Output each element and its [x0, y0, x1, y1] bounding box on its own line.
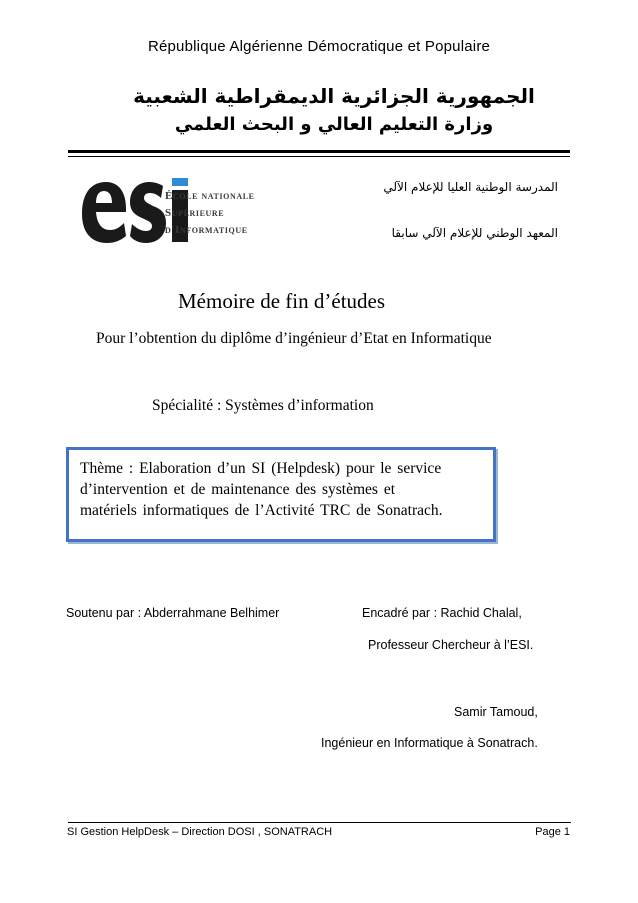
co-supervisor-role: Ingénieur en Informatique à Sonatrach. — [321, 736, 538, 750]
speciality-line: Spécialité : Systèmes d’information — [152, 397, 374, 414]
degree-line: Pour l’obtention du diplôme d’ingénieur d’Etat en Informatique — [96, 330, 492, 347]
co-supervisor: Samir Tamoud, — [454, 705, 538, 719]
document-title: Mémoire de fin d’études — [178, 289, 386, 313]
header-divider-thin — [68, 156, 570, 157]
theme-line-2: d’intervention et de maintenance des systèmes et — [80, 481, 396, 498]
footer-text: SI Gestion HelpDesk – Direction DOSI , SONATRACH — [67, 826, 333, 838]
logo-letter-s — [130, 182, 166, 243]
logo-text — [165, 188, 255, 239]
school-name-ar: المدرسة الوطنية العليا للإعلام الآلي — [383, 180, 558, 194]
logo-line-2: Supérieure — [165, 207, 225, 219]
presented-by: Soutenu par : Abderrahmane Belhimer — [66, 606, 280, 620]
logo-accent-mark — [172, 178, 188, 186]
footer-divider — [68, 822, 571, 823]
supervisor-role: Professeur Chercheur à l’ESI. — [368, 638, 534, 652]
supervised-by: Encadré par : Rachid Chalal, — [362, 606, 522, 620]
theme-text — [80, 458, 480, 521]
logo-line-3: d'Informatique — [165, 224, 248, 236]
header-divider — [68, 150, 570, 153]
page-number: Page 1 — [535, 826, 570, 838]
republic-title-ar: الجمهورية الجزائرية الديمقراطية الشعبية — [133, 84, 535, 108]
logo-line-1: École nationale — [165, 190, 255, 202]
logo-letter-e — [82, 182, 126, 243]
former-name-ar: المعهد الوطني للإعلام الآلي سابقا — [391, 226, 558, 240]
theme-line-1: Thème : Elaboration d’un SI (Helpdesk) pour le service — [80, 460, 442, 477]
ministry-title-ar: وزارة التعليم العالي و البحث العلمي — [174, 114, 494, 135]
republic-title-fr: République Algérienne Démocratique et Populaire — [147, 38, 491, 55]
theme-line-3: matériels informatiques de l’Activité TRC de Sonatrach. — [80, 502, 443, 519]
